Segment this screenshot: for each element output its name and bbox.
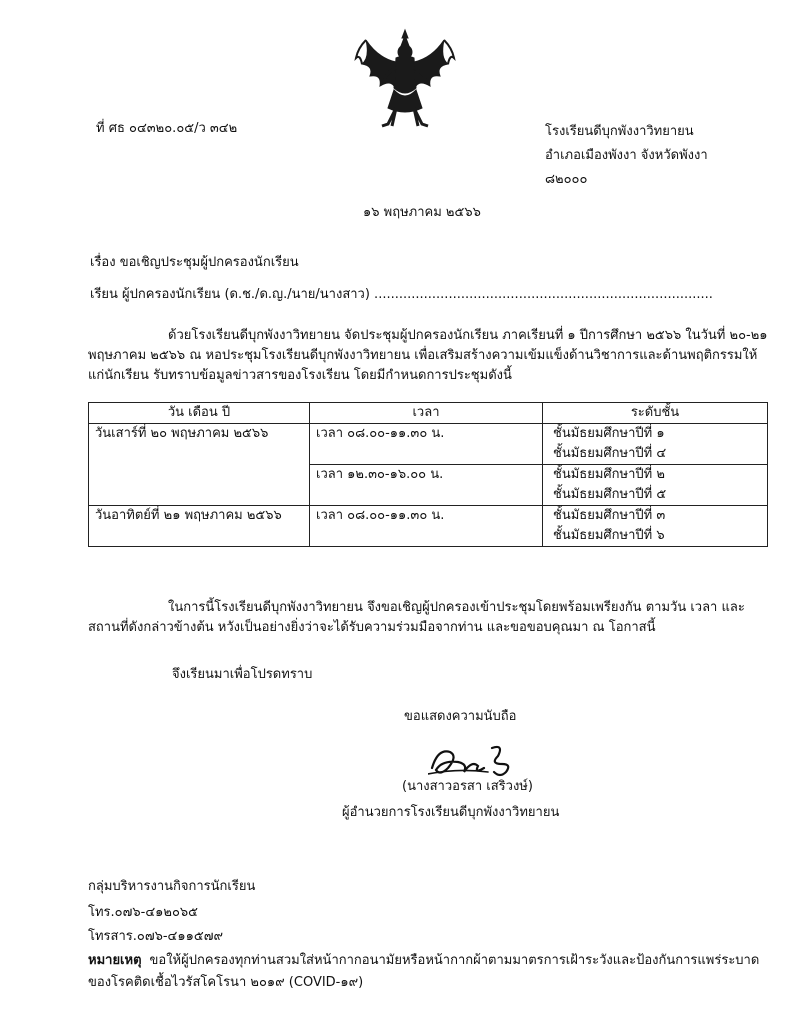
day-cell: วันเสาร์ที่ ๒๐ พฤษภาคม ๒๕๖๖ [89, 424, 310, 506]
fax-number: โทรสาร.๐๗๖-๔๑๑๕๗๙ [88, 929, 224, 944]
header-time: เวลา [310, 403, 543, 424]
recipient-line: เรียน ผู้ปกครองนักเรียน (ด.ช./ด.ญ./นาย/นางสาว) .................................................................................. [90, 287, 713, 302]
signer-title: ผู้อำนวยการโรงเรียนดีบุกพังงาวิทยายน [342, 805, 560, 820]
district-province: อำเภอเมืองพังงา จังหวัดพังงา [545, 148, 708, 163]
postal-code: ๘๒๐๐๐ [545, 172, 588, 187]
time-cell: เวลา ๐๘.๐๐-๑๑.๓๐ น. [310, 506, 543, 547]
level-item: ชั้นมัธยมศึกษาปีที่ ๔ [553, 446, 667, 461]
subject-line: เรื่อง ขอเชิญประชุมผู้ปกครองนักเรียน [90, 255, 299, 270]
garuda-emblem-icon [352, 28, 458, 132]
meeting-schedule-table [88, 402, 768, 547]
day-cell: วันอาทิตย์ที่ ๒๑ พฤษภาคม ๒๕๖๖ [89, 506, 310, 547]
regards-line: ขอแสดงความนับถือ [404, 709, 517, 724]
level-item: ชั้นมัธยมศึกษาปีที่ ๑ [553, 426, 665, 441]
department-name: กลุ่มบริหารงานกิจการนักเรียน [88, 879, 256, 894]
school-address [545, 120, 708, 192]
signer-name: (นางสาวอรสา เสริวงษ์) [402, 779, 533, 794]
closing-line: จึงเรียนมาเพื่อโปรดทราบ [172, 667, 313, 682]
time-cell: เวลา ๑๒.๓๐-๑๖.๐๐ น. [310, 465, 543, 506]
school-name: โรงเรียนดีบุกพังงาวิทยายน [545, 124, 694, 139]
level-item: ชั้นมัธยมศึกษาปีที่ ๕ [553, 487, 667, 502]
body-paragraph-1: ด้วยโรงเรียนดีบุกพังงาวิทยายน จัดประชุมผู้ปกครองนักเรียน ภาคเรียนที่ ๑ ปีการศึกษา ๒๕๖๖ ในวันที่ ๒๐-๒๑ พฤษภาคม ๒๕๖๖ ณ หอประชุมโรงเรียนดีบุกพังงาวิทยายน เพื่อเสริมสร้างความเข้มแข็งด้านวิชาการและด้านพฤติกรรมให้แก่นักเรียน รับทราบข้อมูลข่าวสารของโรงเรียน โดยมีกำหนดการประชุมดังนี้ [88, 328, 768, 383]
note-block [88, 950, 768, 994]
level-cell [543, 465, 768, 506]
level-item: ชั้นมัธยมศึกษาปีที่ ๓ [553, 508, 666, 523]
header-level: ระดับชั้น [543, 403, 768, 424]
level-cell [543, 506, 768, 547]
telephone: โทร.๐๗๖-๔๑๒๐๖๕ [88, 905, 199, 920]
table-row [89, 506, 768, 547]
table-row [89, 424, 768, 465]
table-header-row [89, 403, 768, 424]
note-label: หมายเหตุ [88, 953, 142, 968]
level-cell [543, 424, 768, 465]
header-date: วัน เดือน ปี [89, 403, 310, 424]
signature-image [428, 738, 524, 782]
note-text: ขอให้ผู้ปกครองทุกท่านสวมใส่หน้ากากอนามัยหรือหน้ากากผ้าตามมาตรการเฝ้าระวังและป้องกันการแพร่ระบาดของโรคติดเชื้อไวรัสโคโรนา ๒๐๑๙ (COVID-๑๙) [88, 953, 760, 990]
letter-date: ๑๖ พฤษภาคม ๒๕๖๖ [363, 205, 481, 220]
body-paragraph-2: ในการนี้โรงเรียนดีบุกพังงาวิทยายน จึงขอเชิญผู้ปกครองเข้าประชุมโดยพร้อมเพรียงกัน ตามวัน เวลา และสถานที่ดังกล่าวข้างต้น หวังเป็นอย่างยิ่งว่าจะได้รับความร่วมมือจากท่าน และขอขอบคุณมา ณ โอกาสนี้ [88, 600, 745, 635]
reference-number: ที่ ศธ ๐๔๓๒๐.๐๕/ว ๓๔๒ [96, 121, 238, 136]
level-item: ชั้นมัธยมศึกษาปีที่ ๒ [553, 467, 665, 482]
time-cell: เวลา ๐๘.๐๐-๑๑.๓๐ น. [310, 424, 543, 465]
level-item: ชั้นมัธยมศึกษาปีที่ ๖ [553, 528, 665, 543]
